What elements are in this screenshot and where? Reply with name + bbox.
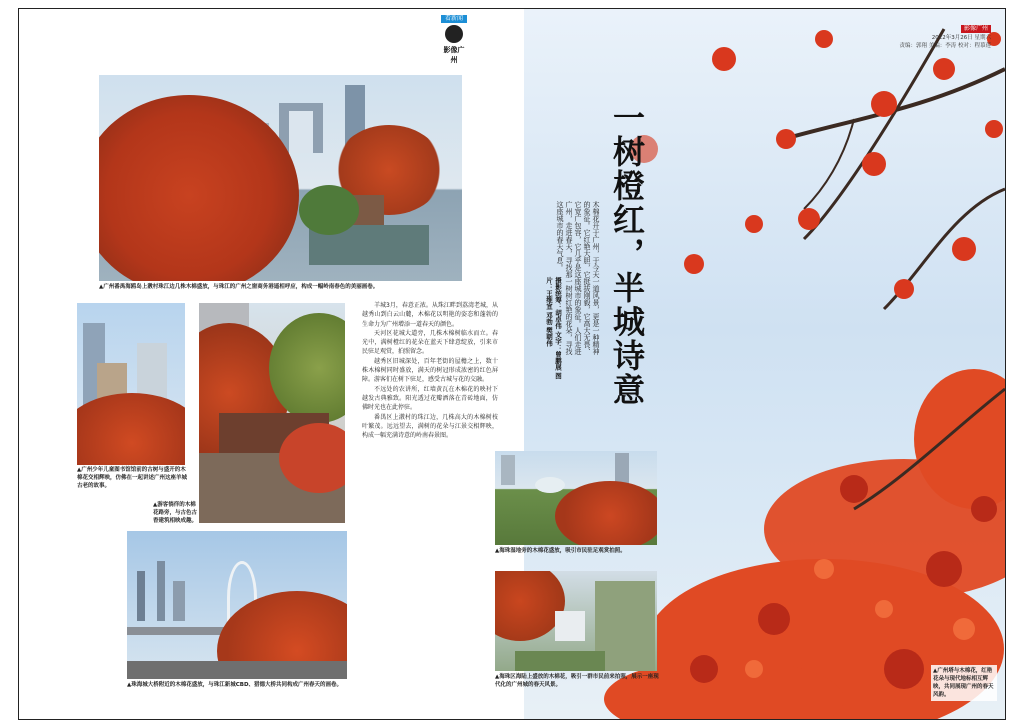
section-logo (441, 15, 467, 64)
photo-library-building (77, 303, 185, 465)
article-headline: 一树橙红，半城诗意 (608, 101, 646, 407)
article-lede: 木棉花开于广州，于今天一道风景，更是一种精神的象征。它红艳大胆，它挺拔刚毅，它高大无畏、它宽广包容，它几乎是这座城市的象征。人们走进广州，走进春天，寻找那一树树红艳的花朵，寻找这座城市的春天气息。 (556, 201, 600, 355)
article-credit: 摄影统筹：胡卓伟 文字：曾鹏展 图片：王维宣 邓勃 樊朝伟 (545, 277, 562, 380)
body-paragraph: 不远处的农讲所，红墙黄瓦在木棉花的映衬下越发古典雅致。阳光透过花瓣洒落在青砖地面，仿佛时光也在此停驻。 (362, 385, 498, 412)
photo-old-street-temple (199, 303, 345, 523)
caption-left-top: ▲广州少年儿童图书馆馆前的古树与盛开的木棉花交相辉映，仿佛在一起讲述广州这座羊城古老的故事。 (77, 467, 188, 489)
caption-hero: ▲广州塔与木棉花，红艳花朵与现代地标相互辉映，共同展现广州的春天风韵。 (931, 665, 997, 701)
photo-bridge-cbd (127, 531, 347, 679)
body-paragraph: 天河区花城大道旁，几株木棉树临水而立。春光中，满树橙红的花朵在蓝天下肆意绽放，引来市民驻足观赏，拍照留念。 (362, 329, 498, 356)
caption-bottom-left: ▲珠海城大桥附近的木棉花盛放，与珠江新城CBD、猎德大桥共同构成广州春天的画卷。 (127, 682, 343, 688)
caption-top: ▲广州番禺海鸥岛上漖村珠江边几株木棉盛放，与珠江的广州之窗商务港遥相呼应，构成一幅岭南春色的美丽画卷。 (99, 284, 379, 290)
masthead (871, 15, 991, 50)
photo-tram-line (495, 571, 657, 671)
body-paragraph: 羊城3月，春意正浓。从珠江畔到荔湾老城，从越秀山到白云山麓，木棉花以明艳的姿态和蓬勃的生命力为广州增添一道春天的颜色。 (362, 302, 498, 328)
camera-icon (445, 25, 463, 43)
logo-tag: 看新闻 (441, 15, 467, 23)
caption-right-b: ▲海珠区海陆上盛放的木棉花，吸引一群市民前来拍照，展示一座现代化的广州城的春天风景。 (495, 674, 659, 688)
section-badge: 影像广州 (961, 25, 991, 33)
caption-left-mid: ▲游客徜徉的木棉花路旁，与古色古香建筑相映成趣。 (153, 502, 198, 524)
newspaper-page (18, 8, 1006, 720)
logo-name: 影像广州 (443, 46, 465, 64)
article-body (362, 301, 498, 440)
caption-mid-right: ▲海珠湿地旁的木棉花盛放，吸引市民驻足观赏拍照。 (495, 548, 626, 554)
photo-top-river-skyline (99, 75, 462, 281)
issue-date: 2022年3月26日 星期六 (931, 35, 991, 41)
body-paragraph: 番禺区上漖村的珠江边，几株高大的木棉树枝叶繁茂。远远望去，满树的花朵与江景交相辉映，构成一幅充满诗意的岭南春景图。 (362, 413, 498, 440)
editor-credits: 责编：郭翔 美编：李涛 校对：程慕莲 (899, 43, 991, 49)
body-paragraph: 越秀区旧城深处，百年老街的屋檐之上，数十株木棉树同时盛放，满天的树冠形成浓密的红色屏障。游客们在树下驻足，感受古城与花的交融。 (362, 357, 498, 384)
photo-wetland-park (495, 451, 657, 545)
